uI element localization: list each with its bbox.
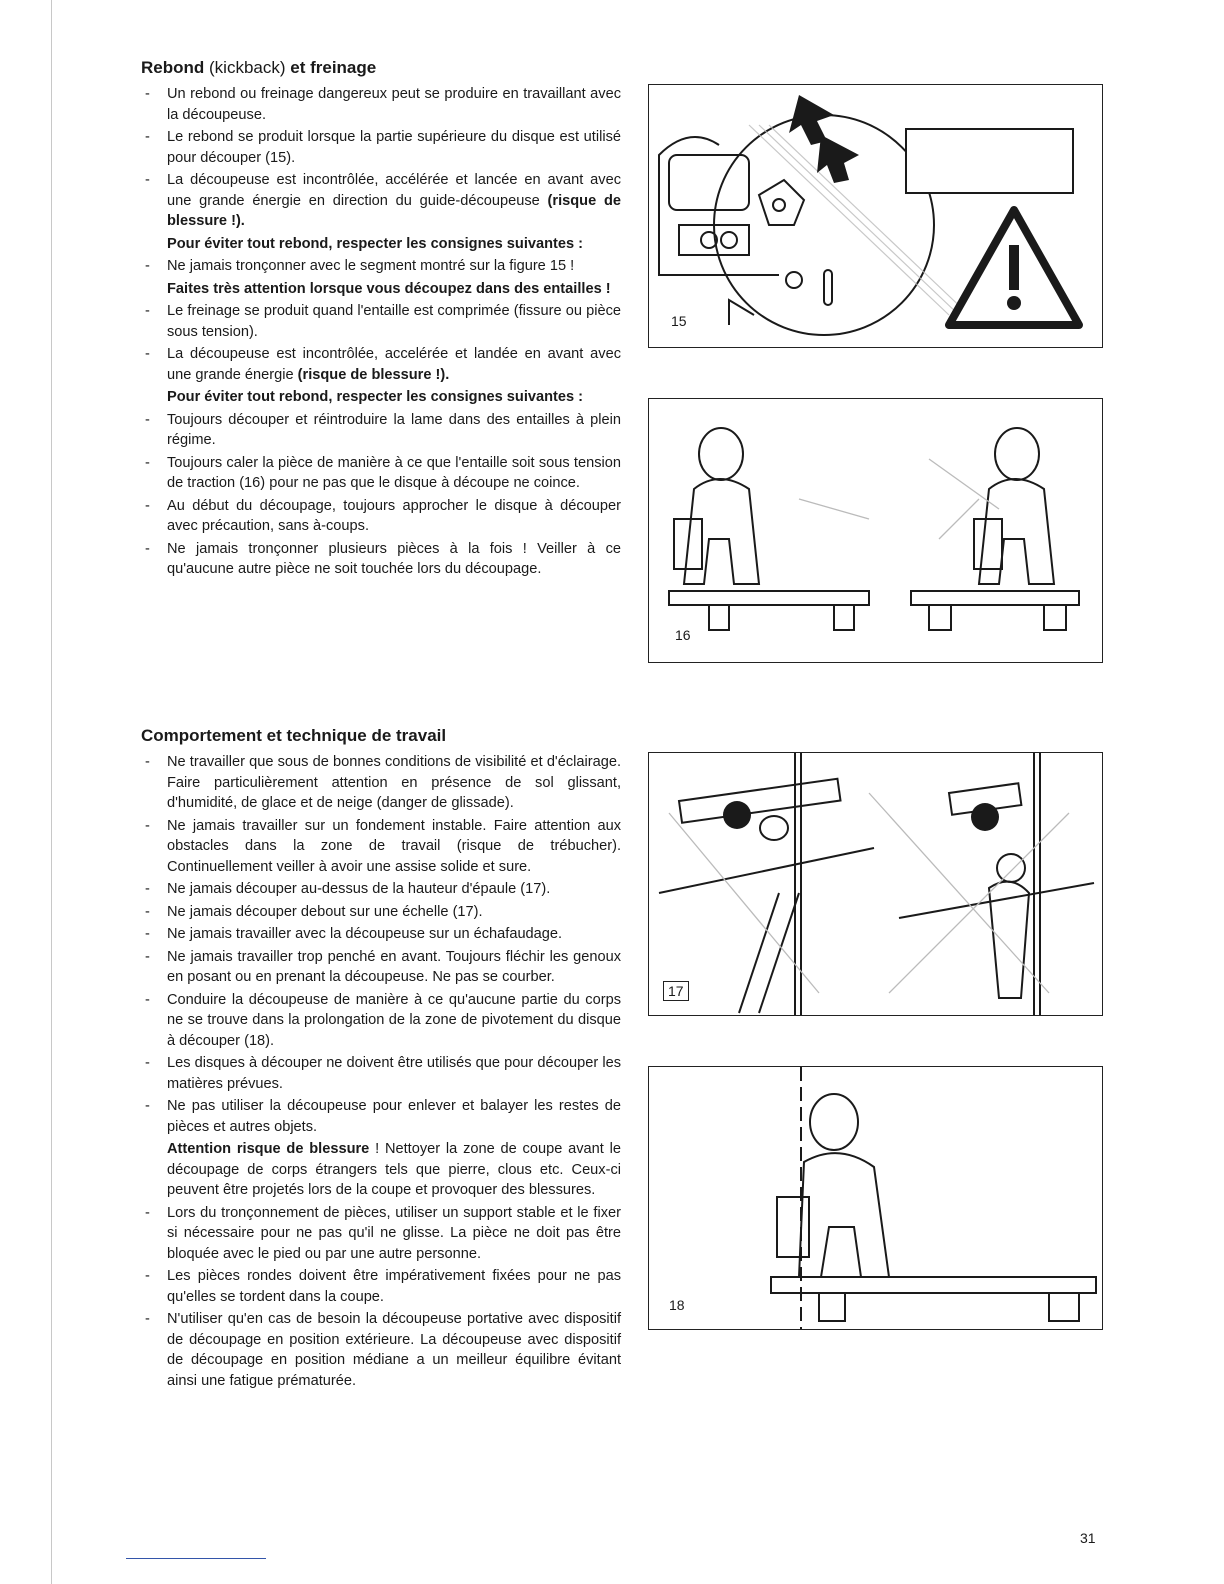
- list-item: [141, 924, 621, 945]
- list-item-text: N'utiliser qu'en cas de besoin la découpeuse portative avec dispositif de découpage en position extérieure. La découpeuse avec dispositif de découpage en position médiane a un meilleur équilibre évitant ainsi une fatigue prématurée.: [167, 1311, 621, 1389]
- list-item-text: Faites très attention lorsque vous découpez dans des entailles !: [167, 280, 611, 297]
- figure-16-illustration: [649, 399, 1102, 662]
- list-item: [141, 1096, 621, 1137]
- list-item: [141, 1053, 621, 1094]
- list-item-text: Ne jamais tronçonner avec le segment montré sur la figure 15 !: [167, 258, 575, 274]
- list-item-text: La découpeuse est incontrôlée, accélérée et lancée en avant avec une grande énergie en direction du guide-découpeuse: [167, 172, 621, 209]
- list-item: [141, 387, 621, 408]
- page-margin-line: [51, 0, 52, 1584]
- list-item-text: Lors du tronçonnement de pièces, utiliser un support stable et le fixer si nécessaire pour ne pas qu'il ne glisse. La pièce ne doit pas être bloquée avec le pied ou par une autre personne.: [167, 1204, 621, 1262]
- list-item-text: ! Nettoyer la zone de coupe avant le découpage de corps étrangers tels que pierre, clous etc. Ceux-ci peuvent être projetés lors de la coupe et provoquer des blessures.: [167, 1141, 621, 1198]
- list-item-text: Ne jamais tronçonner plusieurs pièces à la fois ! Veiller à ce qu'aucune autre pièce ne soit touchée lors du découpage.: [167, 540, 621, 577]
- list-item: [141, 1203, 621, 1265]
- list-item-text: Au début du découpage, toujours approcher le disque à découper avec précaution, sans à-coups.: [167, 497, 621, 534]
- list-item-text: Les pièces rondes doivent être impérativement fixées pour ne pas qu'elles se tordent dans la coupe.: [167, 1268, 621, 1305]
- footer-rule: [126, 1558, 266, 1559]
- list-item-text: Conduire la découpeuse de manière à ce qu'aucune partie du corps ne se trouve dans la prolongation de la zone de pivotement du disque à découper (18).: [167, 991, 621, 1049]
- section-work-technique-title: Comportement et technique de travail: [141, 726, 447, 745]
- list-item: [141, 539, 621, 580]
- list-item: [141, 234, 621, 255]
- list-item: [141, 816, 621, 878]
- list-item: [141, 1139, 621, 1201]
- kickback-list: [141, 84, 621, 580]
- figure-18-illustration: [649, 1067, 1102, 1329]
- section-kickback-title: Rebond (kickback) et freinage: [141, 58, 377, 77]
- list-item: [141, 902, 621, 923]
- section-work-technique: [141, 726, 621, 1393]
- list-item-text: La découpeuse est incontrôlée, accelérée et landée en avant avec une grande énergie: [167, 346, 621, 383]
- list-item-text: Pour éviter tout rebond, respecter les consignes suivantes :: [167, 235, 584, 252]
- list-item: [141, 301, 621, 342]
- list-item-text: Le rebond se produit lorsque la partie supérieure du disque est utilisé pour découper (15).: [167, 129, 621, 166]
- list-item: [141, 453, 621, 494]
- list-item-text: Ne travailler que sous de bonnes conditions de visibilité et d'éclairage. Faire particulièrement attention en présence de sol glissant, d'humidité, de glace et de neige (danger de glissade).: [167, 754, 621, 811]
- list-item-bold-prefix: Attention risque de blessure: [167, 1141, 370, 1157]
- list-item-text: Ne jamais travailler sur un fondement instable. Faire attention aux obstacles dans la zone de travail (risque de trébucher). Continuellement veiller à avoir une assise solide et sure.: [167, 817, 621, 875]
- list-item-bold-suffix: (risque de blessure !).: [297, 366, 450, 383]
- list-item: [141, 752, 621, 814]
- list-item: [141, 127, 621, 168]
- list-item: [141, 879, 621, 900]
- figure-18-label: 18: [669, 1297, 685, 1313]
- list-item-text: Ne jamais travailler avec la découpeuse sur un échafaudage.: [167, 926, 563, 942]
- list-item-text: Ne jamais découper debout sur une échelle (17).: [167, 903, 483, 920]
- list-item: [141, 170, 621, 232]
- list-item-text: Toujours caler la pièce de manière à ce que l'entaille soit sous tension de traction (16) pour ne pas que le disque à découpe ne coince.: [167, 454, 621, 491]
- figure-16-label: 16: [675, 627, 691, 643]
- list-item: [141, 279, 621, 300]
- list-item: [141, 84, 621, 125]
- list-item-text: Un rebond ou freinage dangereux peut se produire en travaillant avec la découpeuse.: [167, 86, 621, 123]
- list-item-text: Pour éviter tout rebond, respecter les consignes suivantes :: [167, 389, 584, 405]
- list-item: [141, 344, 621, 385]
- figure-17: [648, 752, 1103, 1016]
- figure-15: [648, 84, 1103, 348]
- figure-18: [648, 1066, 1103, 1330]
- list-item: [141, 947, 621, 988]
- list-item-text: Ne jamais découper au-dessus de la hauteur d'épaule (17).: [167, 881, 551, 897]
- list-item-text: Les disques à découper ne doivent être utilisés que pour découper les matières prévues.: [167, 1055, 621, 1092]
- list-item-text: Le freinage se produit quand l'entaille est comprimée (fissure ou pièce sous tension).: [167, 303, 621, 340]
- list-item-text: Ne jamais travailler trop penché en avant. Toujours fléchir les genoux en posant ou en prenant la découpeuse. Ne pas se courber.: [167, 948, 621, 985]
- work-technique-list: [141, 752, 621, 1391]
- list-item: [141, 1266, 621, 1307]
- figure-17-illustration: [649, 753, 1102, 1015]
- list-item: [141, 496, 621, 537]
- section-kickback: [141, 58, 621, 582]
- list-item: [141, 990, 621, 1052]
- list-item-bold-suffix: (risque de blessure !).: [167, 192, 621, 229]
- figure-15-label: 15: [671, 313, 687, 329]
- figure-16: [648, 398, 1103, 663]
- page-number: 31: [1080, 1530, 1096, 1546]
- list-item: [141, 256, 621, 277]
- figure-17-label: 17: [663, 981, 689, 1001]
- list-item-text: Ne pas utiliser la découpeuse pour enlever et balayer les restes de pièces et autres objets.: [167, 1098, 621, 1135]
- list-item: [141, 410, 621, 451]
- list-item: [141, 1309, 621, 1391]
- figure-15-illustration: [649, 85, 1102, 347]
- list-item-text: Toujours découper et réintroduire la lame dans des entailles à plein régime.: [167, 411, 621, 448]
